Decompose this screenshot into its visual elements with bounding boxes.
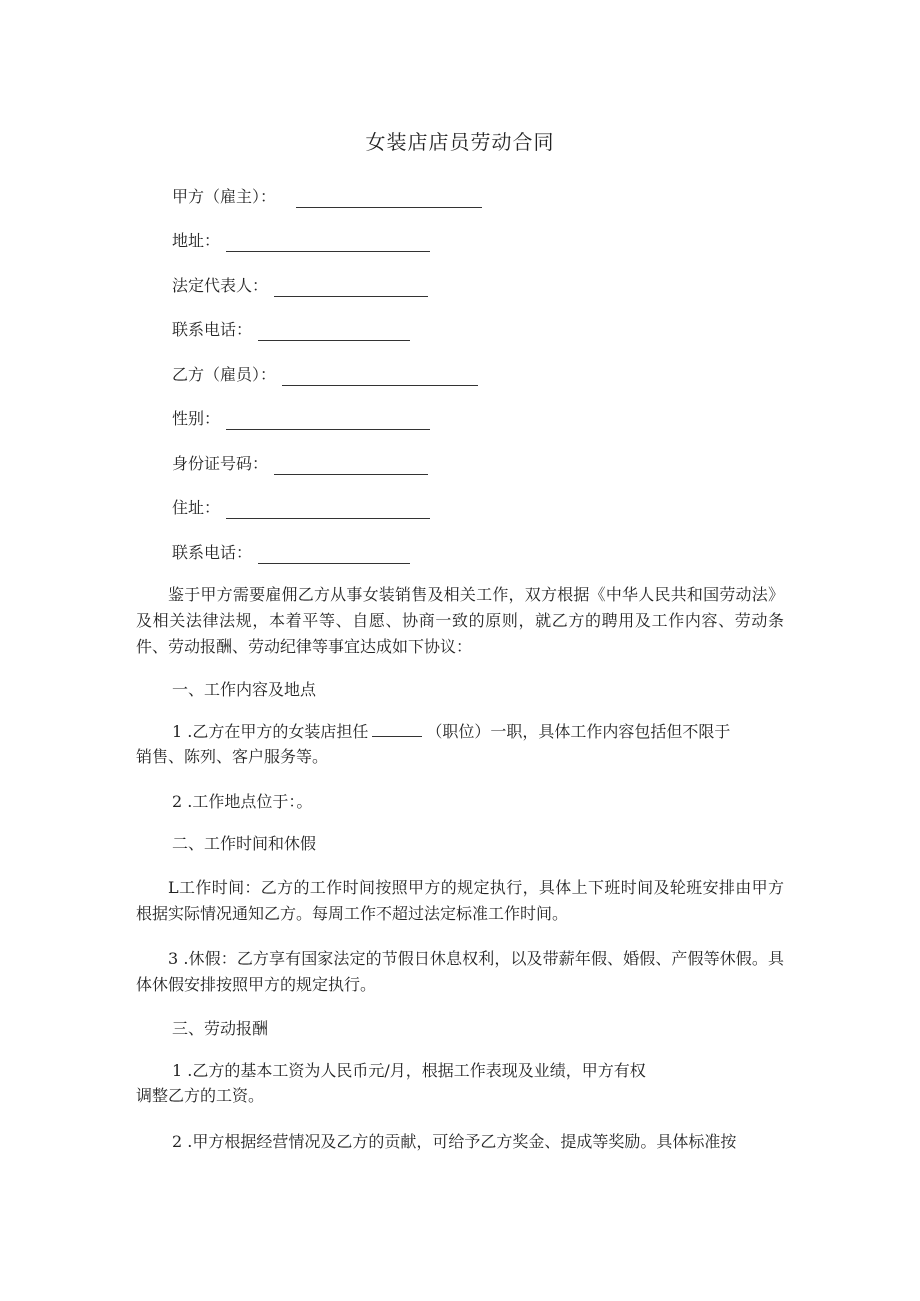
- employee-blank[interactable]: [282, 371, 478, 386]
- address-label: 地址：: [172, 231, 221, 250]
- address-field: [172, 230, 430, 252]
- preamble-paragraph: 鉴于甲方需要雇佣乙方从事女装销售及相关工作，双方根据《中华人民共和国劳动法》及相关法律法规，本着平等、自愿、协商一致的原则，就乙方的聘用及工作内容、劳动条件、劳动报酬、劳动纪律等事宜达成如下协议：: [136, 585, 784, 656]
- document-title: 女装店店员劳动合同: [365, 130, 555, 154]
- employer-blank[interactable]: [296, 193, 482, 208]
- employer-phone-blank[interactable]: [258, 326, 410, 341]
- residence-blank[interactable]: [226, 504, 430, 519]
- section1-heading: 一、工作内容及地点: [172, 680, 317, 699]
- position-blank[interactable]: [372, 722, 422, 737]
- section3-item1-line1: 1 .乙方的基本工资为人民币元/月，根据工作表现及业绩，甲方有权: [172, 1061, 646, 1080]
- legal-rep-blank[interactable]: [274, 282, 428, 297]
- employer-field: [172, 186, 482, 208]
- residence-field: [172, 497, 430, 519]
- section3-heading: 三、劳动报酬: [172, 1019, 269, 1038]
- employer-phone-field: [172, 319, 410, 341]
- residence-label: 住址：: [172, 498, 221, 517]
- employee-phone-label: 联系电话：: [172, 543, 253, 562]
- id-number-label: 身份证号码：: [172, 454, 269, 473]
- employee-phone-blank[interactable]: [258, 549, 410, 564]
- gender-field: [172, 408, 430, 430]
- section1-item2: 2 .工作地点位于：。: [172, 792, 313, 811]
- legal-rep-field: [172, 275, 428, 297]
- employer-phone-label: 联系电话：: [172, 320, 253, 339]
- employer-label: 甲方（雇主）：: [172, 187, 277, 206]
- employee-label: 乙方（雇员）：: [172, 365, 277, 384]
- section3-item1-line2: 调整乙方的工资。: [136, 1086, 265, 1105]
- employee-phone-field: [172, 542, 410, 564]
- legal-rep-label: 法定代表人：: [172, 276, 269, 295]
- section1-item1-suffix: （职位）一职，具体工作内容包括但不限于: [426, 722, 731, 741]
- employee-field: [172, 364, 478, 386]
- section2-item3: 3 .休假：乙方享有国家法定的节假日休息权利，以及带薪年假、婚假、产假等休假。具体休假安排按照甲方的规定执行。: [136, 949, 784, 994]
- id-number-field: [172, 453, 428, 475]
- gender-label: 性别：: [172, 409, 221, 428]
- section1-item1-line1: [172, 721, 730, 743]
- id-number-blank[interactable]: [274, 460, 428, 475]
- section2-heading: 二、工作时间和休假: [172, 834, 317, 853]
- section3-item2: 2 .甲方根据经营情况及乙方的贡献，可给予乙方奖金、提成等奖励。具体标准按: [172, 1132, 737, 1151]
- address-blank[interactable]: [226, 237, 430, 252]
- section2-item1: L工作时间：乙方的工作时间按照甲方的规定执行，具体上下班时间及轮班安排由甲方根据实际情况通知乙方。每周工作不超过法定标准工作时间。: [136, 878, 784, 923]
- gender-blank[interactable]: [226, 415, 430, 430]
- section1-item1-line2: 销售、陈列、客户服务等。: [136, 747, 329, 766]
- section1-item1-prefix: 1 .乙方在甲方的女装店担任: [172, 722, 369, 741]
